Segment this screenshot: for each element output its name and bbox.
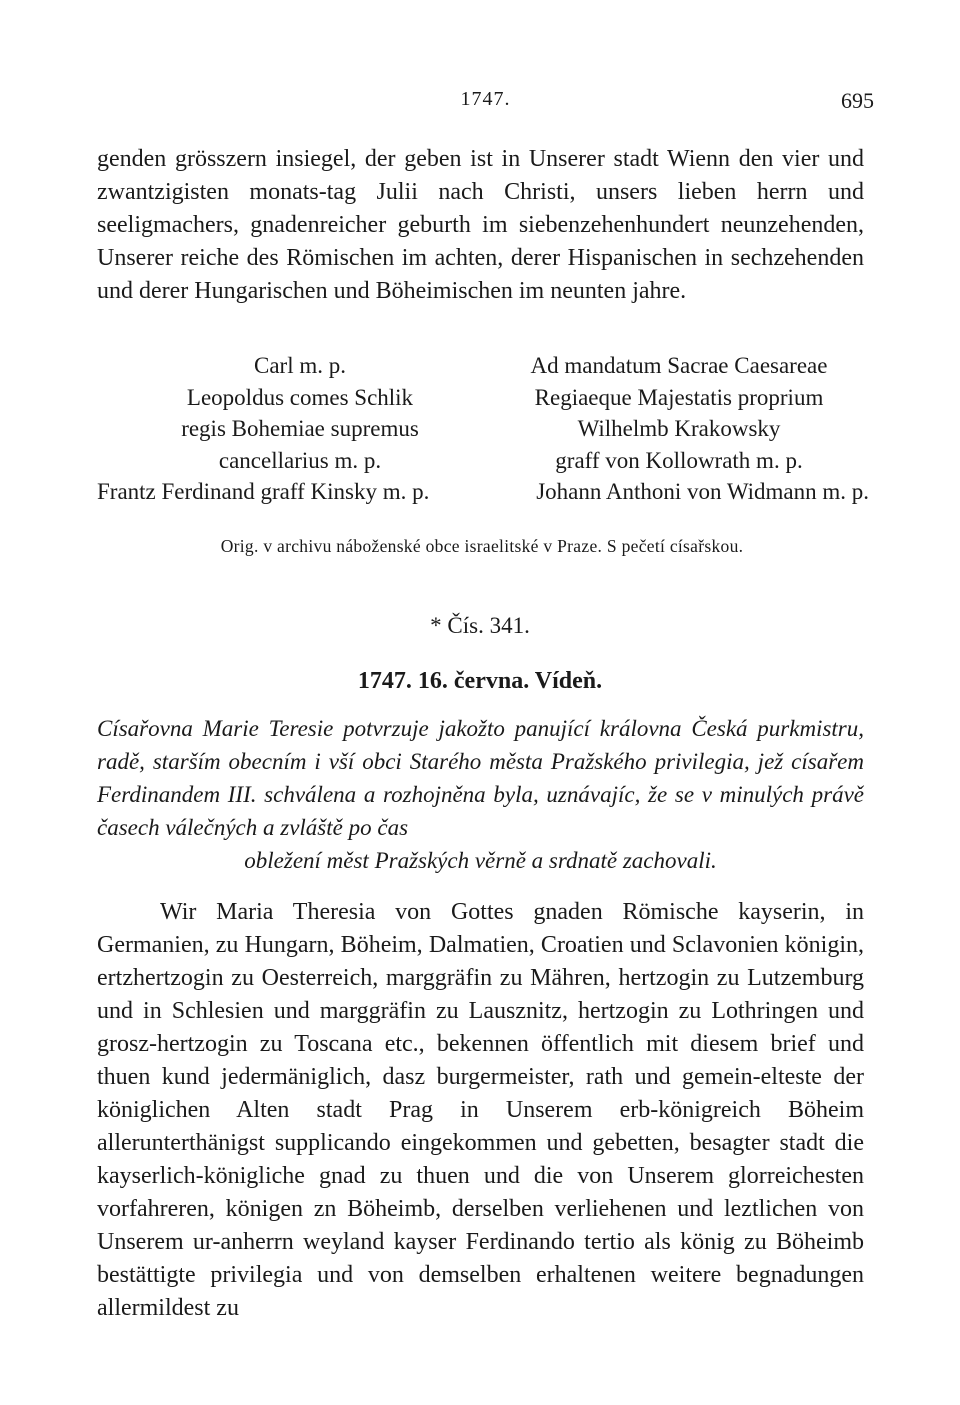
continued-paragraph-text: genden grösszern insiegel, der geben ist in Unserer stadt Wienn den vier und zwantzigisten monats-tag Julii nach Christi, unsers lieben herrn und seeligmachers, gnadenreicher geburth im siebenzehenhundert neunzehenden, Unserer reiche des Römischen im achten, derer Hispanischen in sechzehenden und derer Hungarischen und Böheimischen im neunten jahre. — [97, 146, 864, 304]
running-head-year: 1747. — [460, 88, 511, 110]
signature-line: Leopoldus comes Schlik — [186, 384, 414, 410]
continued-paragraph — [97, 143, 864, 308]
signature-line: Regiaeque Majestatis proprium — [534, 384, 824, 410]
signature-block-left — [140, 350, 460, 476]
signature-line: cancellarius m. p. — [218, 447, 382, 473]
signature-line: Ad mandatum Sacrae Caesareae — [530, 353, 828, 378]
signature-line: Carl m. p. — [254, 353, 346, 378]
abstract-last-line: obležení měst Pražských věrně a srdnatě zachovali. — [244, 848, 717, 873]
main-paragraph-text: Wir Maria Theresia von Gottes gnaden Römische kayserin, in Germanien, zu Hungarn, Böheim, Dalmatien, Croatien und Sclavonien königin, ertzhertzogin zu Oesterreich, marggräfin zu Mähren, hertzogin zu Lutzemburg und in Schlesien und marggräfin zu Lausznitz, hertzogin zu Lothringen und grosz-hertzogin zu Toscana etc., bekennen öffentlich mit diesem brief und thuen kund jedermäniglich, dasz burgermeister, rath und gemein-elteste der königlichen Alten stadt Prag in Unserem erb-königreich Böheim allerunterthänigst supplicando eingekommen und gebetten, besagter stadt die kayserlich-königliche gnad zu thuen und die von Unserem glorreichesten vorfahreren, königen zn Böheimb, derselben verliehenen und leztlichen von Unserem ur-anherrn weyland kayser Ferdinando tertio als könig zu Böheimb bestättigte privilegia und von demselben erhaltenen weitere begnadungen allermildest zu — [97, 899, 864, 1321]
signature-bottom-right: Johann Anthoni von Widmann m. p. — [536, 479, 869, 504]
document-abstract — [97, 712, 864, 877]
signature-line: regis Bohemiae supremus — [181, 416, 419, 441]
document-number: * Čís. 341. — [430, 613, 530, 638]
signature-line: graff von Kollowrath m. p. — [555, 447, 803, 473]
signature-block-right — [478, 350, 880, 476]
abstract-text: Císařovna Marie Teresie potvrzuje jakožto panující královna Česká purkmistru, radě, starším obecním i vší obci Starého města Pražského privilegia, jež císařem Ferdinandem III. schválena a rozhojněna byla, uznávajíc, že se v minulých právě časech válečných a zvláště po čas — [97, 716, 864, 840]
signature-line: Wilhelmb Krakowsky — [577, 416, 781, 441]
archive-note: Orig. v archivu náboženské obce israelitské v Praze. S pečetí císařskou. — [220, 536, 744, 556]
document-date-place: 1747. 16. června. Vídeň. — [357, 668, 603, 694]
signature-bottom-left: Frantz Ferdinand graff Kinsky m. p. — [97, 479, 430, 504]
main-paragraph — [97, 896, 864, 1325]
page-number: 695 — [841, 88, 874, 113]
running-head — [97, 88, 874, 118]
